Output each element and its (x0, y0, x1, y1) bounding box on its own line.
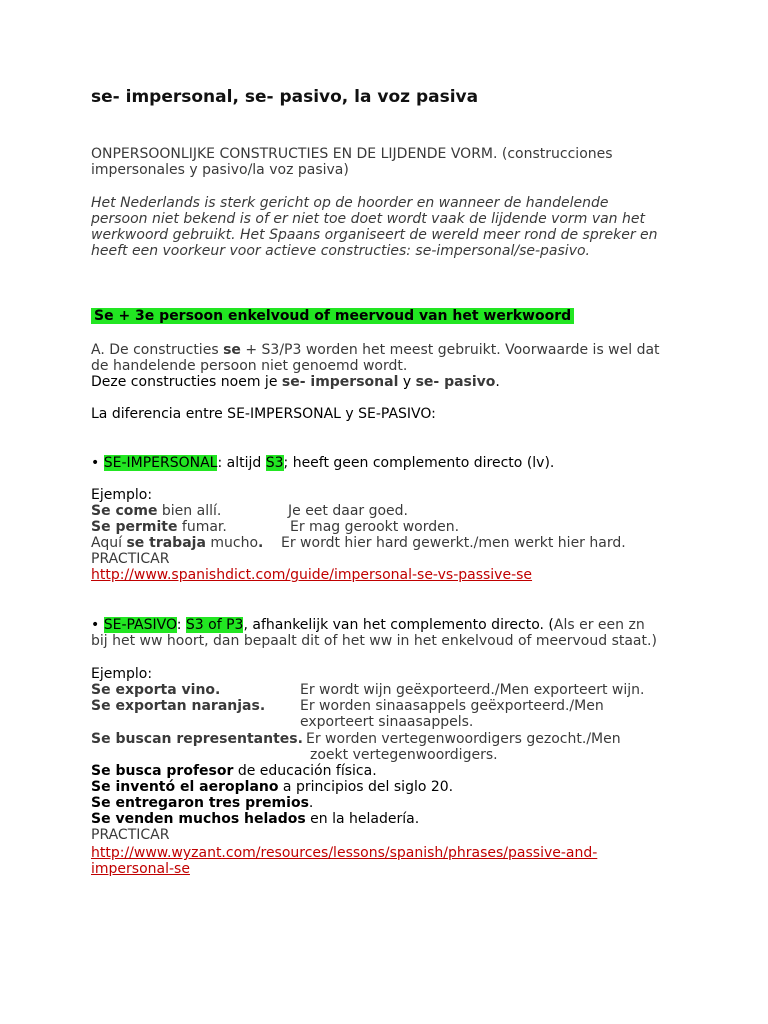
example-es: Se come bien allí. (91, 503, 222, 519)
spanishdict-link[interactable]: http://www.spanishdict.com/guide/impersonal-se-vs-passive-se (91, 567, 533, 583)
example-nl: zoekt vertegenwoordigers. (310, 747, 498, 763)
pasivo-rule-line-2: bij het ww hoort, dan bepaalt dit of het ww in het enkelvoud of meervoud staat.) (91, 633, 657, 649)
example-sentence: Se inventó el aeroplano a principios del siglo 20. (91, 779, 454, 795)
example-es: Se buscan representantes. (91, 731, 303, 747)
intro-line-1: ONPERSOONLIJKE CONSTRUCTIES EN DE LIJDENDE VORM. (construcciones (91, 146, 613, 162)
section-heading: Se + 3e persoon enkelvoud of meervoud van het werkwoord (91, 308, 574, 324)
example-nl: Je eet daar goed. (288, 503, 409, 519)
italic-paragraph-line: Het Nederlands is sterk gericht op de hoorder en wanneer de handelende (91, 195, 609, 211)
example-es: Se permite fumar. (91, 519, 227, 535)
ejemplo-label: Ejemplo: (91, 666, 153, 682)
intro-line-2: impersonales y pasivo/la voz pasiva) (91, 162, 349, 178)
impersonal-rule: • SE-IMPERSONAL: altijd S3; heeft geen complemento directo (lv). (91, 455, 555, 471)
section-a-line-2: de handelende persoon niet genoemd wordt. (91, 358, 408, 374)
impersonal-label: SE-IMPERSONAL (103, 455, 218, 471)
italic-paragraph-line: werkwoord gebruikt. Het Spaans organiseert de wereld meer rond de spreker en (91, 227, 658, 243)
practicar-label: PRACTICAR (91, 827, 170, 843)
example-sentence: Se venden muchos helados en la heladería. (91, 811, 420, 827)
section-a-line-3: Deze constructies noem je se- impersonal y se- pasivo. (91, 374, 500, 390)
example-nl: Er worden vertegenwoordigers gezocht./Men (306, 731, 621, 747)
page-title: se- impersonal, se- pasivo, la voz pasiva (91, 87, 479, 107)
diferencia-line: La diferencia entre SE-IMPERSONAL y SE-PASIVO: (91, 406, 436, 422)
example-nl: Er mag gerookt worden. (290, 519, 460, 535)
example-sentence: Se entregaron tres premios. (91, 795, 314, 811)
example-nl: Er wordt wijn geëxporteerd./Men exporteert wijn. (300, 682, 645, 698)
italic-paragraph-line: heeft een voorkeur voor actieve constructies: se-impersonal/se-pasivo. (91, 243, 590, 259)
example-es: Se exportan naranjas. (91, 698, 266, 714)
example-nl: Er wordt hier hard gewerkt./men werkt hier hard. (281, 535, 626, 551)
example-nl: exporteert sinaasappels. (300, 714, 474, 730)
example-nl: Er worden sinaasappels geëxporteerd./Men (300, 698, 604, 714)
example-sentence: Se busca profesor de educación física. (91, 763, 377, 779)
pasivo-label: SE-PASIVO (103, 617, 177, 633)
pasivo-rule: • SE-PASIVO: S3 of P3, afhankelijk van het complemento directo. (Als er een zn (91, 617, 645, 633)
example-es: Aquí se trabaja mucho. (91, 535, 264, 551)
practicar-label: PRACTICAR (91, 551, 170, 567)
ejemplo-label: Ejemplo: (91, 487, 153, 503)
wyzant-link-continued[interactable]: impersonal-se (91, 861, 190, 877)
example-es: Se exporta vino. (91, 682, 221, 698)
wyzant-link[interactable]: http://www.wyzant.com/resources/lessons/spanish/phrases/passive-and- (91, 845, 598, 861)
italic-paragraph-line: persoon niet bekend is of er niet toe doet wordt vaak de lijdende vorm van het (91, 211, 645, 227)
section-a-line-1: A. De constructies se + S3/P3 worden het meest gebruikt. Voorwaarde is wel dat (91, 342, 660, 358)
